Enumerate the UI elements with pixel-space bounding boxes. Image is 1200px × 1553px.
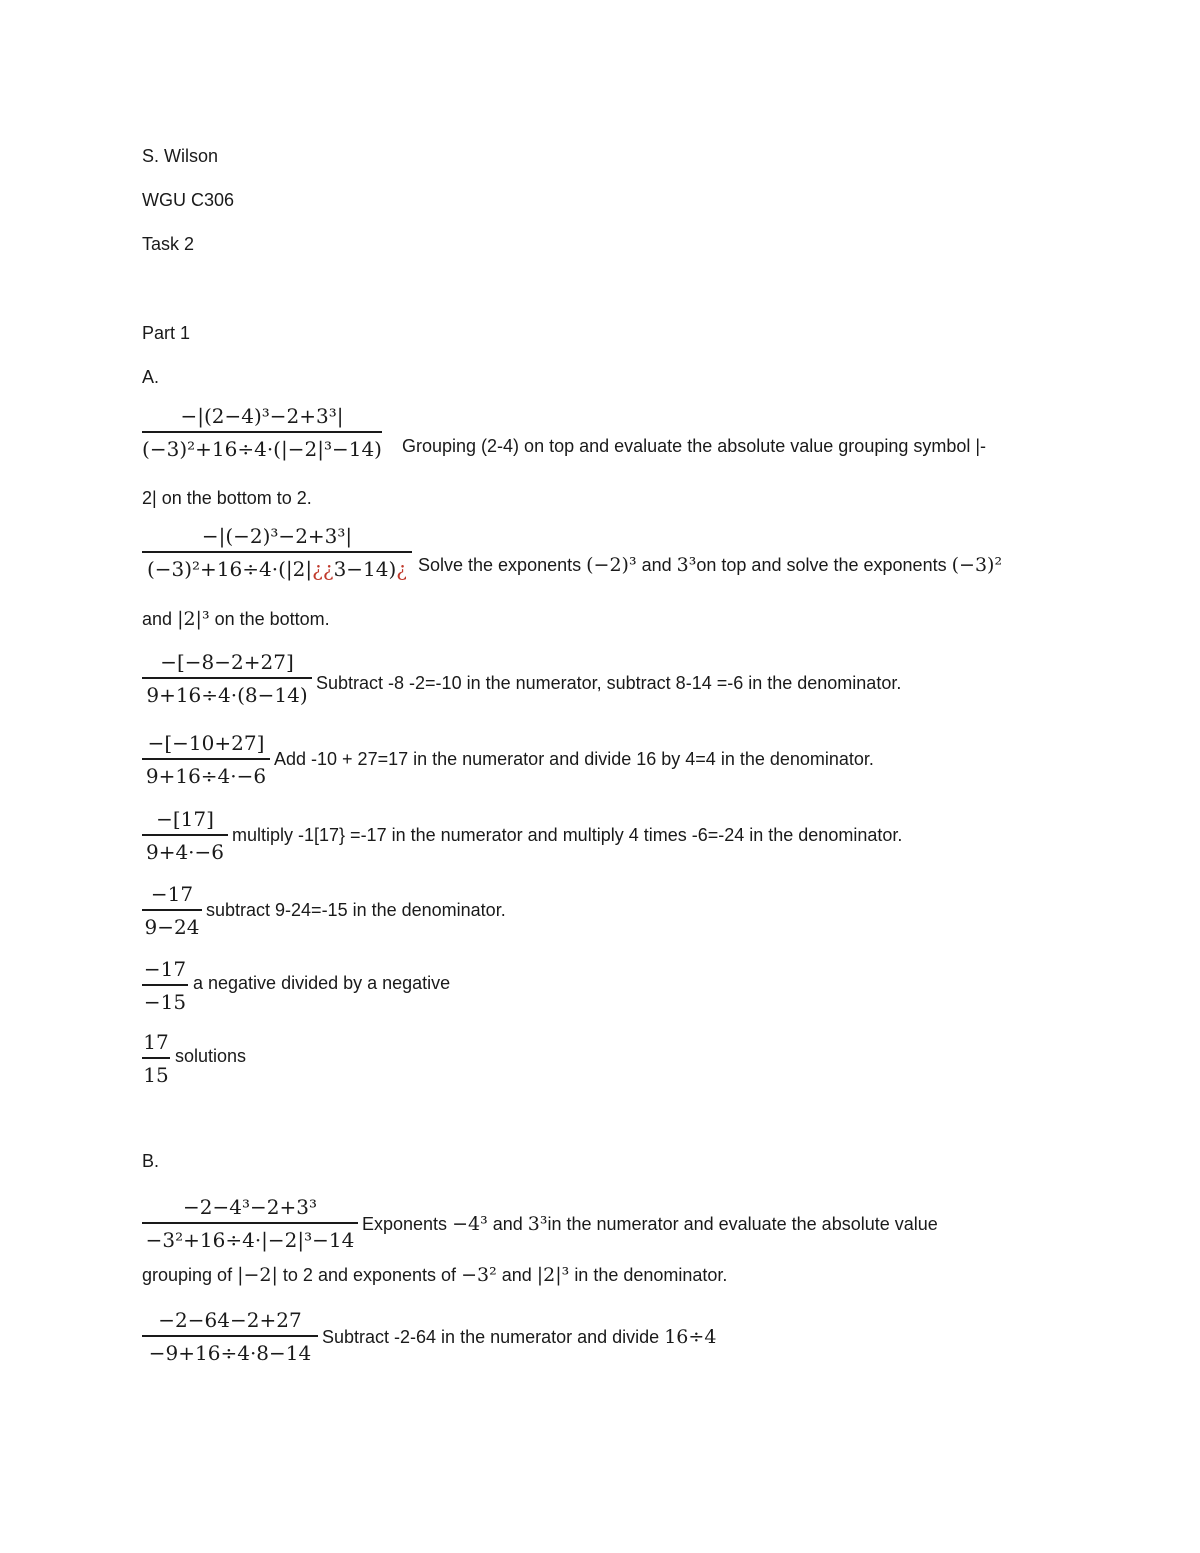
numerator: −17: [143, 957, 187, 981]
fraction-a6: [142, 880, 202, 941]
denominator: 9+4·−6: [145, 840, 225, 864]
math-expression: 3³: [527, 1213, 548, 1235]
section-b-heading: B.: [142, 1151, 160, 1171]
math-expression: 16÷4: [664, 1326, 717, 1348]
numerator: −[−8−2+27]: [160, 650, 294, 674]
explanation-text: Solve the exponents: [418, 555, 582, 575]
explanation-text: and: [501, 1265, 532, 1285]
explanation-text: Exponents: [362, 1214, 448, 1234]
denominator: 9−24: [144, 915, 200, 939]
math-expression: (−2)³: [586, 554, 637, 576]
explanation-text: in the denominator.: [574, 1265, 728, 1285]
explanation-text: and: [142, 609, 173, 629]
math-expression: |2|³: [177, 608, 210, 630]
fraction-a3: [142, 648, 312, 709]
denominator-part: 3−14): [333, 557, 397, 581]
denominator: 15: [143, 1063, 169, 1087]
step-a3-explanation: Subtract -8 -2=-10 in the numerator, subtract 8-14 =-6 in the denominator.: [316, 673, 902, 693]
fraction-bar: [142, 984, 188, 986]
explanation-text: on the bottom.: [214, 609, 330, 629]
fraction-bar: [142, 677, 312, 679]
fraction-bar: [142, 551, 412, 553]
numerator: −|(2−4)³−2+3³|: [180, 404, 344, 428]
fraction-a5: [142, 805, 228, 866]
math-expression: |2|³: [536, 1264, 570, 1286]
math-expression: 3³: [676, 554, 697, 576]
denominator: −3²+16÷4·|−2|³−14: [145, 1228, 355, 1252]
denominator: (−3)²+16÷4·(|−2|³−14): [142, 437, 382, 461]
section-a-heading: A.: [142, 367, 160, 387]
explanation-text: in the numerator and evaluate the absolute value: [547, 1214, 938, 1234]
step-a1-explanation: Grouping (2-4) on top and evaluate the absolute value grouping symbol |-: [402, 436, 987, 456]
fraction-bar: [142, 1222, 358, 1224]
step-a1-explanation-cont: 2| on the bottom to 2.: [142, 488, 312, 508]
step-b1-explanation-cont: [142, 1264, 727, 1286]
math-expression: |−2|: [237, 1264, 278, 1286]
encoding-glyph: ¿: [396, 557, 408, 581]
part-heading: Part 1: [142, 323, 191, 343]
explanation-text: on top and solve the exponents: [696, 555, 947, 575]
denominator: 9+16÷4·−6: [145, 764, 267, 788]
author-name: S. Wilson: [142, 146, 219, 166]
fraction-b2: [142, 1306, 318, 1367]
fraction-a7: [142, 955, 188, 1016]
math-expression: −4³: [452, 1213, 488, 1235]
step-a2-explanation-cont: [142, 608, 330, 630]
fraction-a1: [142, 402, 382, 463]
task-title: Task 2: [142, 234, 195, 254]
fraction-a2: [142, 522, 412, 583]
explanation-text: grouping of: [142, 1265, 233, 1285]
numerator: −[17]: [156, 807, 214, 831]
denominator: −15: [143, 990, 187, 1014]
step-a5-explanation: multiply -1[17} =-17 in the numerator and multiply 4 times -6=-24 in the denominator.: [232, 825, 903, 845]
step-b2-explanation: [322, 1326, 716, 1348]
denominator-part: (−3)²+16÷4·(|2|: [146, 557, 313, 581]
fraction-a8: [142, 1028, 170, 1089]
fraction-bar: [142, 758, 270, 760]
denominator: 9+16÷4·(8−14): [146, 683, 308, 707]
math-expression: −3²: [461, 1264, 497, 1286]
numerator: −2−4³−2+3³: [183, 1195, 317, 1219]
fraction-bar: [142, 909, 202, 911]
fraction-bar: [142, 1057, 170, 1059]
explanation-text: Subtract -2-64 in the numerator and divide: [322, 1327, 660, 1347]
denominator: −9+16÷4·8−14: [148, 1341, 312, 1365]
explanation-text: and: [641, 555, 672, 575]
numerator: −17: [150, 882, 194, 906]
fraction-a4: [142, 729, 270, 790]
step-a7-explanation: a negative divided by a negative: [193, 973, 451, 993]
step-b1-explanation: [362, 1213, 938, 1235]
numerator: 17: [143, 1030, 169, 1054]
numerator: −|(−2)³−2+3³|: [201, 524, 353, 548]
course-code: WGU C306: [142, 190, 235, 210]
fraction-b1: [142, 1193, 358, 1254]
step-a4-explanation: Add -10 + 27=17 in the numerator and divide 16 by 4=4 in the denominator.: [274, 749, 874, 769]
explanation-text: and: [492, 1214, 523, 1234]
denominator: [145, 555, 409, 583]
numerator: −2−64−2+27: [158, 1308, 302, 1332]
fraction-bar: [142, 1335, 318, 1337]
explanation-text: to 2 and exponents of: [282, 1265, 457, 1285]
math-expression: (−3)²: [951, 554, 1003, 576]
encoding-glyph: ¿¿: [312, 557, 334, 581]
fraction-bar: [142, 834, 228, 836]
step-a8-explanation: solutions: [175, 1046, 247, 1066]
numerator: −[−10+27]: [147, 731, 265, 755]
step-a6-explanation: subtract 9-24=-15 in the denominator.: [206, 900, 506, 920]
step-a2-explanation: [418, 554, 1002, 576]
fraction-bar: [142, 431, 382, 433]
